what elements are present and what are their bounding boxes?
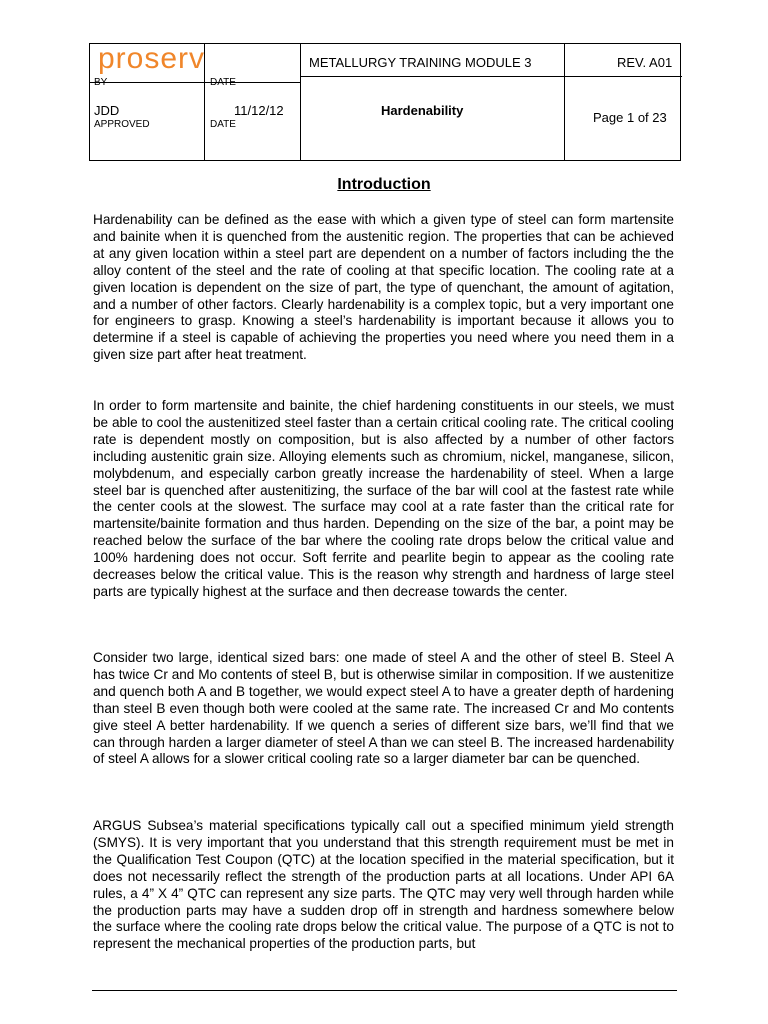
paragraph: In order to form martensite and bainite, the chief hardening constituents in our steels, we must be able to cool the austenitized steel faster than a certain critical cooling rate. The critical cooling rate is dependent mostly on composition, but is also affected by a number of other factors including austenitic grain size. Alloying elements such as chromium, nickel, manganese, silicon, molybdenum, and especially carbon greatly increase the hardenability of steel. When a large steel bar is quenched after austenitizing, the surface of the bar will cool at the fastest rate while the center cools at the slowest. The surface may cool at a rate faster than the critical rate for martensite/bainite formation and thus harden. Depending on the size of the bar, a point may be reached below the surface of the bar where the cooling rate drops below the critical value and 100% hardening does not occur. Soft ferrite and pearlite begin to appear as the cooling rate decreases below the critical value. This is the reason why strength and hardness of large steel parts are typically highest at the surface and then decrease towards the center. bbox=[93, 398, 674, 599]
header-divider bbox=[564, 44, 565, 160]
logo-text: proserv bbox=[98, 46, 206, 75]
date-label: DATE bbox=[210, 77, 236, 88]
header-divider bbox=[90, 82, 300, 83]
approved-label: APPROVED bbox=[94, 119, 150, 130]
header-divider bbox=[300, 44, 301, 160]
revision-label: REV. A01 bbox=[617, 55, 673, 70]
paragraph: Consider two large, identical sized bars: one made of steel A and the other of steel B. Steel A has twice Cr and Mo contents of steel B, but is otherwise similar in composition. If we austenitize and quench both A and B together, we would expect steel A to have a greater depth of hardening than steel B even though both were cooled at the same rate. The increased Cr and Mo contents give steel A better hardenability. If we quench a series of different size bars, we’ll find that we can through harden a larger diameter of steel A than we can steel B. The increased hardenability of steel A allows for a slower critical cooling rate so a larger diameter bar can be quenched. bbox=[93, 650, 674, 767]
approval-date-label: DATE bbox=[210, 119, 236, 130]
company-logo bbox=[94, 46, 264, 78]
paragraph: ARGUS Subsea’s material specifications typically call out a specified minimum yield strength (SMYS). It is very important that you understand that this strength requirement must be met in the Qualification Test Coupon (QTC) at the location specified in the material specification, but it does not necessarily reflect the strength of the production parts at all locations. Under API 6A rules, a 4” X 4” QTC can represent any size parts. The QTC may very well through harden while the production parts may have a sudden drop off in strength and hardness somewhere below the surface where the cooling rate drops below the critical value. The purpose of a QTC is not to represent the mechanical properties of the production parts, but bbox=[93, 818, 674, 952]
page-number: Page 1 of 23 bbox=[593, 110, 667, 125]
paragraph: Hardenability can be defined as the ease with which a given type of steel can form martensite and bainite when it is quenched from the austenitic region. The properties that can be achieved at any given location within a steel part are dependent on a number of factors including the the alloy content of the steel and the rate of cooling at that specific location. The cooling rate at a given location is dependent on the size of part, the type of quenchant, the amount of agitation, and a number of other factors. Clearly hardenability is a complex topic, but a very important one for engineers to grasp. Knowing a steel’s hardenability is important because it allows you to determine if a steel is capable of achieving the properties you need where you need them in a given size part after heat treatment. bbox=[93, 212, 674, 363]
header-divider bbox=[300, 76, 682, 77]
author-initials: JDD bbox=[94, 103, 120, 118]
footer-rule bbox=[92, 990, 677, 991]
document-subject: Hardenability bbox=[381, 103, 464, 118]
module-title: METALLURGY TRAINING MODULE 3 bbox=[309, 55, 532, 70]
document-header bbox=[89, 43, 681, 161]
section-heading: Introduction bbox=[337, 176, 431, 193]
by-label: BY bbox=[94, 77, 108, 88]
document-date: 11/12/12 bbox=[234, 103, 284, 118]
